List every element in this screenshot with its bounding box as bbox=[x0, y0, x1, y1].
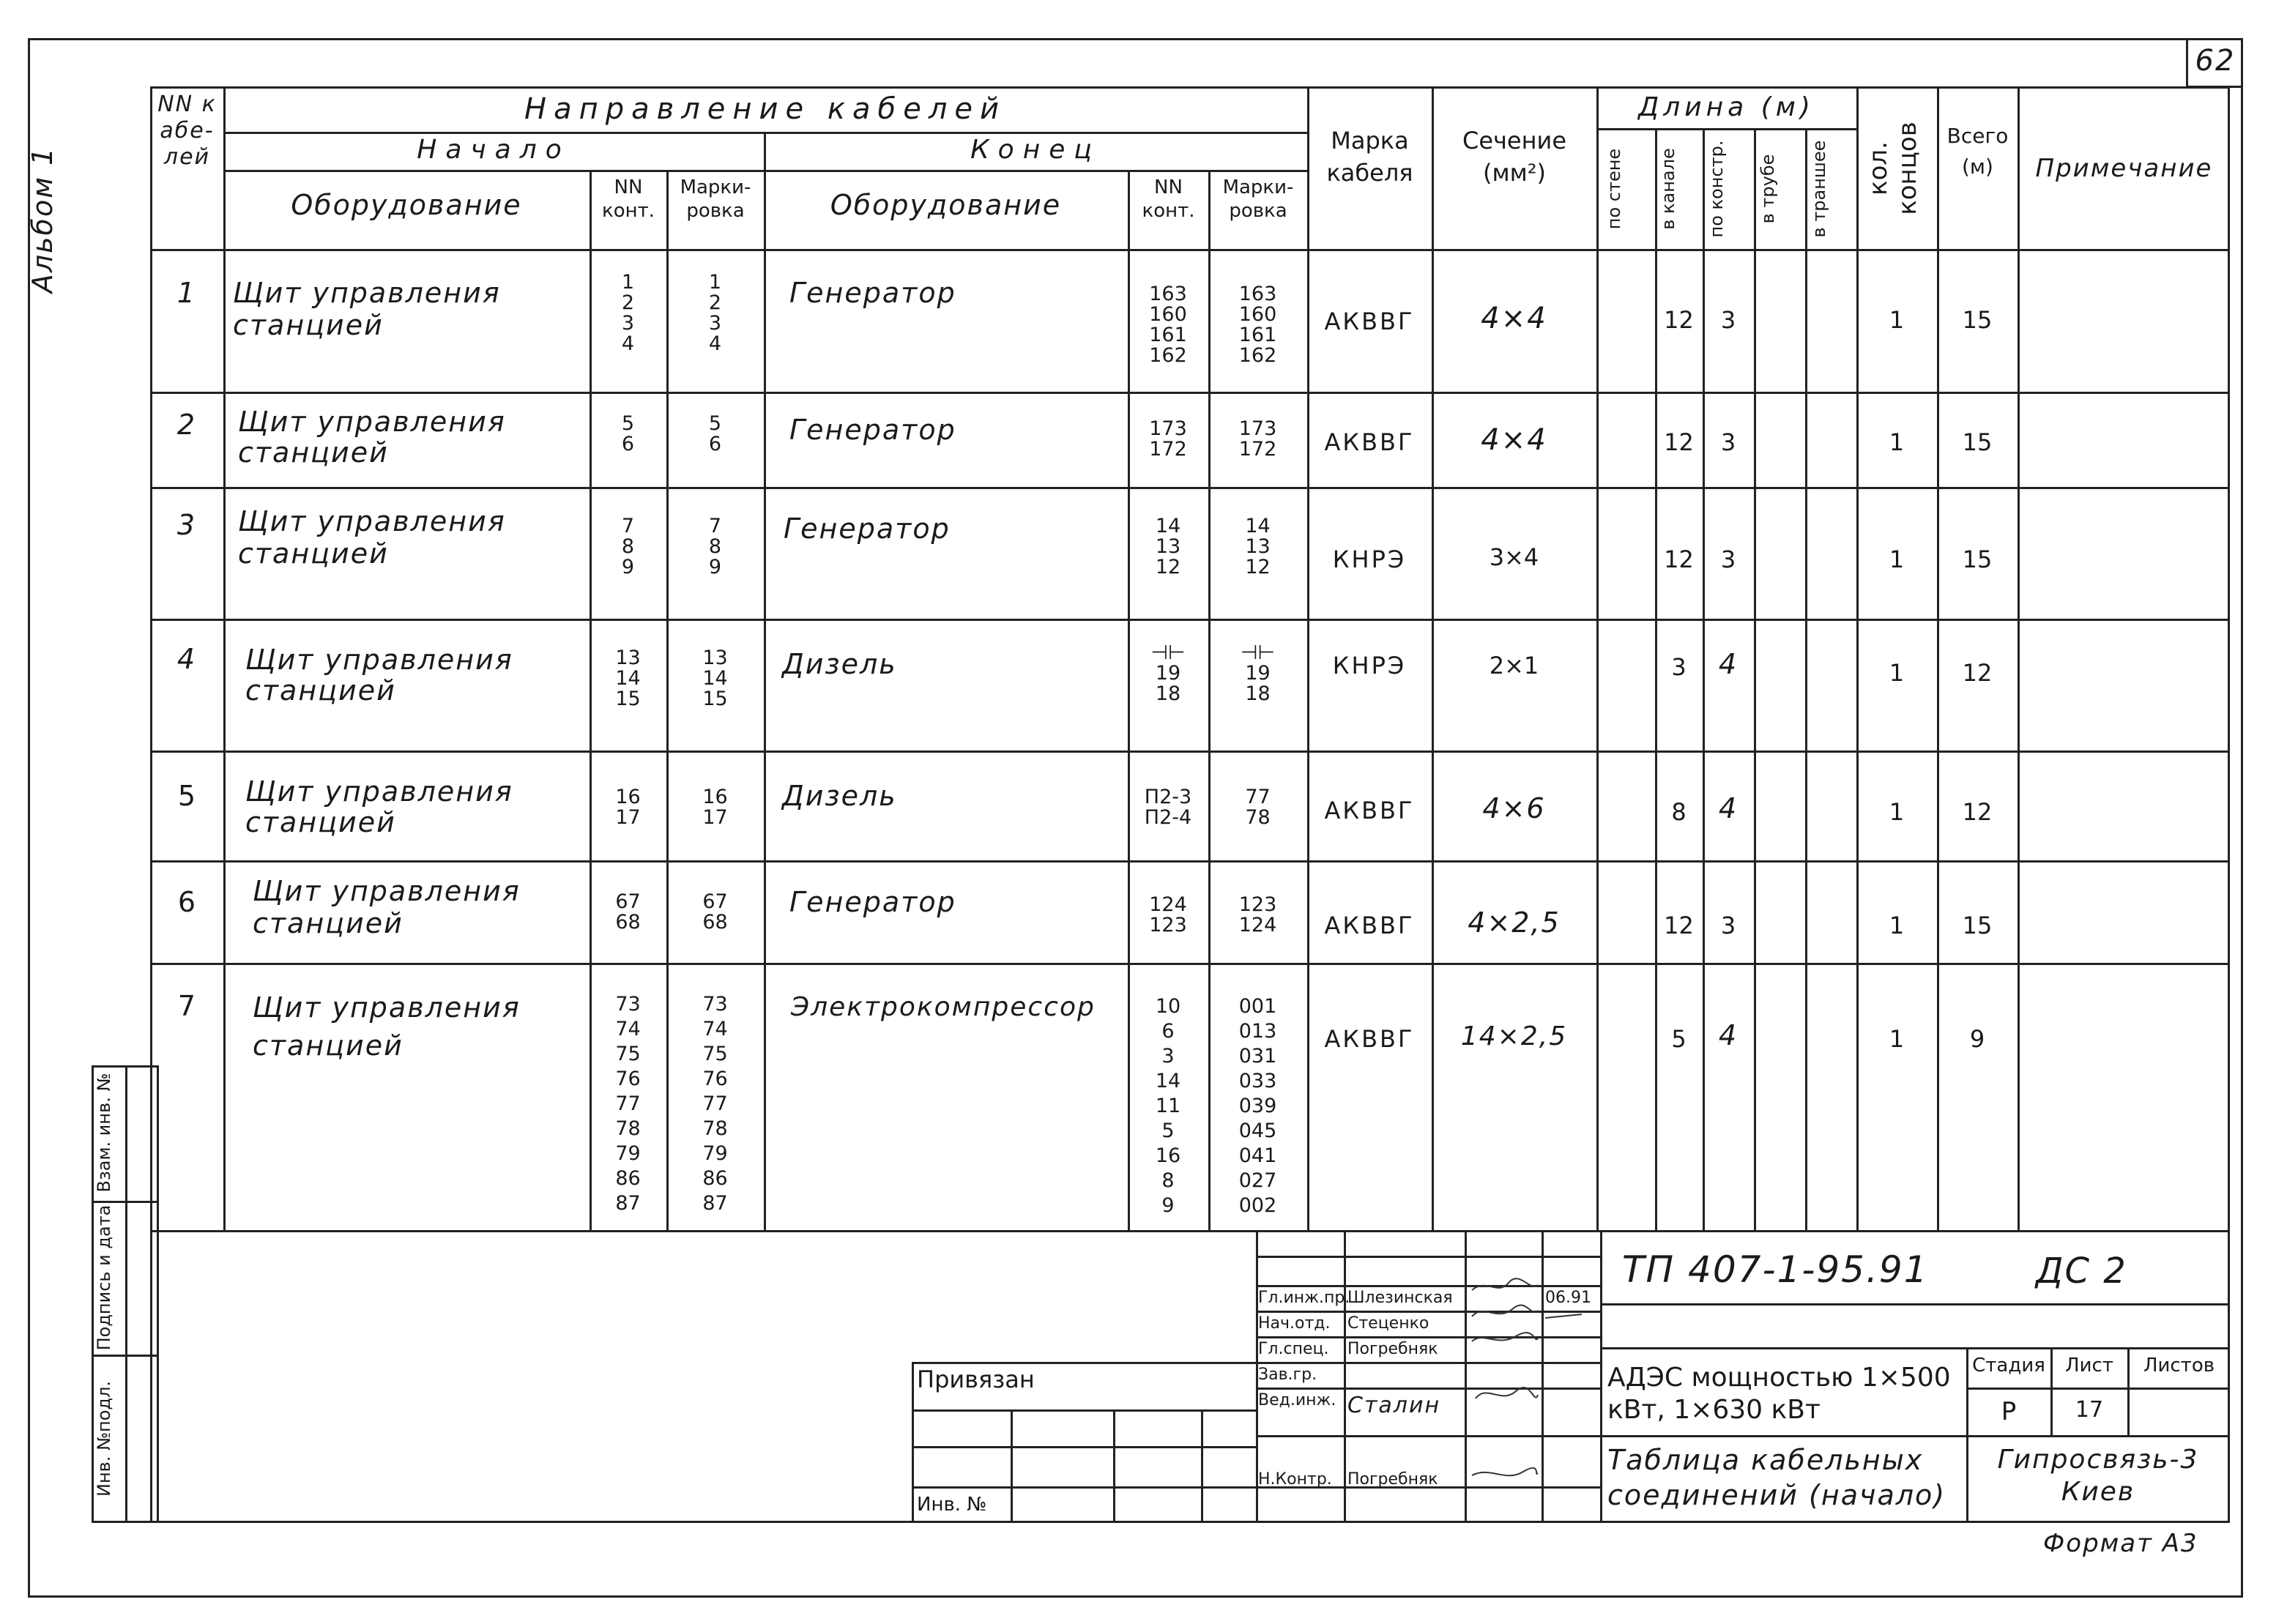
header-end-equipment: Оборудование bbox=[830, 189, 1062, 221]
sheets-label: Листов bbox=[2143, 1355, 2215, 1377]
cable-brand: АКВВГ bbox=[1324, 797, 1415, 824]
section: 2×1 bbox=[1489, 652, 1539, 679]
start-contacts: 7 8 9 bbox=[621, 515, 635, 578]
ends: 1 bbox=[1889, 798, 1905, 826]
start-contacts: 73 74 75 76 77 78 79 86 87 bbox=[615, 993, 641, 1215]
len-constr: 3 bbox=[1720, 428, 1736, 456]
len-channel: 12 bbox=[1664, 306, 1694, 334]
header-len-trench: в траншее bbox=[1809, 140, 1829, 238]
end-contacts: П2-3 П2-4 bbox=[1144, 786, 1192, 829]
cable-brand: АКВВГ bbox=[1324, 1025, 1415, 1053]
total-length: 9 bbox=[1969, 1025, 1985, 1053]
section: 3×4 bbox=[1489, 543, 1539, 571]
sheet-value: 17 bbox=[2075, 1397, 2104, 1423]
end-equipment: Генератор bbox=[784, 513, 951, 545]
header-start-contacts: NN конт. bbox=[601, 176, 655, 222]
header-end-contacts: NN конт. bbox=[1142, 176, 1195, 222]
end-contacts: ⊣⊢ 19 18 bbox=[1150, 641, 1186, 705]
end-equipment: Генератор bbox=[789, 277, 956, 309]
total-length: 15 bbox=[1962, 912, 1993, 939]
len-channel: 12 bbox=[1664, 545, 1694, 573]
end-marking: 173 172 bbox=[1238, 417, 1277, 461]
end-contacts: 14 13 12 bbox=[1155, 515, 1181, 578]
start-marking: 13 14 15 bbox=[702, 647, 728, 710]
len-channel: 12 bbox=[1664, 428, 1694, 456]
start-contacts: 5 6 bbox=[621, 412, 635, 455]
section: 4×6 bbox=[1482, 792, 1546, 824]
header-start-marking: Марки-ровка bbox=[680, 176, 751, 222]
header-end: Конец bbox=[970, 135, 1101, 165]
ends: 1 bbox=[1889, 912, 1905, 939]
sheet-number: 62 bbox=[2195, 44, 2236, 78]
section: 4×4 bbox=[1481, 423, 1547, 457]
ends: 1 bbox=[1889, 659, 1905, 687]
cable-brand: АКВВГ bbox=[1324, 308, 1415, 335]
cable-brand: АКВВГ bbox=[1324, 912, 1415, 939]
format-label: Формат А3 bbox=[2043, 1529, 2198, 1558]
header-start-equipment: Оборудование bbox=[291, 189, 522, 221]
start-equipment: Щит управления станцией bbox=[253, 991, 521, 1062]
len-constr: 4 bbox=[1718, 792, 1739, 824]
total-length: 15 bbox=[1962, 545, 1993, 573]
signer-role: Зав.гр. bbox=[1258, 1366, 1317, 1384]
header-start: Начало bbox=[417, 135, 570, 165]
start-equipment: Щит управления станцией bbox=[245, 775, 513, 838]
cable-brand: КНРЭ bbox=[1332, 652, 1407, 679]
stage-label: Стадия bbox=[1972, 1355, 2045, 1377]
header-length: Длина (м) bbox=[1638, 92, 1815, 122]
start-equipment: Щит управления станцией bbox=[233, 277, 501, 341]
header-cable-number: NN кабе-лей bbox=[157, 92, 217, 170]
len-constr: 3 bbox=[1720, 912, 1736, 939]
len-channel: 12 bbox=[1664, 912, 1694, 939]
signer-role: Гл.инж.пр. bbox=[1258, 1289, 1350, 1307]
start-marking: 7 8 9 bbox=[708, 515, 722, 578]
cable-brand: АКВВГ bbox=[1324, 428, 1415, 456]
row-number: 4 bbox=[176, 643, 197, 675]
section: 14×2,5 bbox=[1460, 1021, 1568, 1051]
row-number: 7 bbox=[177, 990, 196, 1022]
signer-name: Стеценко bbox=[1347, 1314, 1429, 1333]
start-contacts: 16 17 bbox=[615, 786, 641, 829]
cable-brand: КНРЭ bbox=[1332, 545, 1407, 573]
total-length: 15 bbox=[1962, 428, 1993, 456]
album-label: Альбом 1 bbox=[26, 146, 59, 294]
end-contacts: 173 172 bbox=[1149, 417, 1187, 461]
ends: 1 bbox=[1889, 306, 1905, 334]
len-constr: 4 bbox=[1718, 648, 1739, 680]
start-equipment: Щит управления станцией bbox=[253, 875, 521, 939]
start-marking: 67 68 bbox=[702, 890, 728, 934]
row-number: 1 bbox=[176, 277, 197, 309]
sheet-label: Лист bbox=[2065, 1355, 2113, 1377]
end-equipment: Дизель bbox=[782, 648, 897, 680]
start-equipment: Щит управления станцией bbox=[238, 406, 506, 469]
row-number: 3 bbox=[176, 509, 197, 541]
signer-name: Шлезинская bbox=[1347, 1289, 1453, 1307]
len-channel: 5 bbox=[1671, 1025, 1687, 1053]
section: 4×2,5 bbox=[1468, 906, 1561, 939]
start-marking: 1 2 3 4 bbox=[708, 271, 722, 355]
sheet-code: ДС 2 bbox=[2036, 1251, 2127, 1292]
header-len-channel: в канале bbox=[1658, 148, 1678, 230]
bound-label: Привязан bbox=[917, 1366, 1035, 1393]
header-cable-brand: Марка кабеля bbox=[1326, 127, 1413, 187]
header-section: Сечение (мм²) bbox=[1462, 127, 1567, 187]
signer-date: 06.91 bbox=[1545, 1289, 1591, 1307]
row-number: 6 bbox=[177, 886, 196, 918]
stamp-signature-date: Подпись и дата bbox=[94, 1204, 114, 1351]
object-title: АДЭС мощностью 1×500 кВт, 1×630 кВт bbox=[1607, 1363, 1951, 1425]
signer-role: Вед.инж. bbox=[1258, 1391, 1336, 1409]
signer-name: Сталин bbox=[1347, 1393, 1441, 1418]
signer-name: Погребняк bbox=[1347, 1470, 1438, 1489]
sheet-title: Таблица кабельных соединений (начало) bbox=[1607, 1444, 1946, 1511]
signer-role: Н.Контр. bbox=[1258, 1470, 1332, 1489]
ends: 1 bbox=[1889, 1025, 1905, 1053]
start-marking: 16 17 bbox=[702, 786, 728, 829]
row-number: 5 bbox=[177, 780, 196, 812]
header-total: Всего (м) bbox=[1946, 124, 2009, 179]
end-marking: 123 124 bbox=[1238, 893, 1277, 936]
start-marking: 5 6 bbox=[708, 412, 722, 455]
end-contacts: 163 160 161 162 bbox=[1149, 283, 1187, 367]
row-number: 2 bbox=[176, 409, 197, 441]
end-equipment: Генератор bbox=[789, 886, 956, 918]
signer-role: Нач.отд. bbox=[1258, 1314, 1331, 1333]
signer-role: Гл.спец. bbox=[1258, 1340, 1329, 1358]
ends: 1 bbox=[1889, 428, 1905, 456]
end-equipment: Электрокомпрессор bbox=[791, 992, 1096, 1022]
header-note: Примечание bbox=[2035, 154, 2213, 183]
signature-scribbles bbox=[1465, 1274, 1600, 1494]
end-marking: 163 160 161 162 bbox=[1238, 283, 1277, 367]
doc-code: ТП 407-1-95.91 bbox=[1622, 1248, 1929, 1291]
start-contacts: 1 2 3 4 bbox=[621, 271, 635, 355]
signer-name: Погребняк bbox=[1347, 1340, 1438, 1358]
organization: Гипросвязь-3 Киев bbox=[1997, 1445, 2199, 1507]
len-constr: 3 bbox=[1720, 306, 1736, 334]
section: 4×4 bbox=[1481, 302, 1547, 335]
start-marking: 73 74 75 76 77 78 79 86 87 bbox=[702, 993, 728, 1215]
header-len-pipe: в трубе bbox=[1758, 154, 1778, 224]
start-equipment: Щит управления станцией bbox=[245, 644, 513, 707]
header-end-marking: Марки-ровка bbox=[1222, 176, 1294, 222]
header-len-wall: по стене bbox=[1604, 148, 1624, 230]
end-marking: 001 013 031 033 039 045 041 027 002 bbox=[1238, 995, 1277, 1217]
len-channel: 3 bbox=[1671, 653, 1687, 681]
header-len-constr: по констр. bbox=[1706, 140, 1727, 238]
end-equipment: Генератор bbox=[789, 414, 956, 446]
len-constr: 4 bbox=[1718, 1019, 1739, 1051]
start-contacts: 13 14 15 bbox=[615, 647, 641, 710]
total-length: 12 bbox=[1962, 798, 1993, 826]
header-ends: кол. концов bbox=[1864, 122, 1922, 215]
end-contacts: 124 123 bbox=[1149, 893, 1187, 936]
ends: 1 bbox=[1889, 545, 1905, 573]
end-marking: 14 13 12 bbox=[1245, 515, 1271, 578]
start-contacts: 67 68 bbox=[615, 890, 641, 934]
total-length: 12 bbox=[1962, 659, 1993, 687]
start-equipment: Щит управления станцией bbox=[238, 505, 506, 570]
stamp-inv-original: Инв. №подл. bbox=[94, 1381, 114, 1497]
stage-value: Р bbox=[2001, 1397, 2017, 1426]
len-channel: 8 bbox=[1671, 798, 1687, 826]
total-length: 15 bbox=[1962, 306, 1993, 334]
inv-label: Инв. № bbox=[917, 1494, 987, 1516]
end-marking: 77 78 bbox=[1245, 786, 1271, 829]
stamp-replace-inv: Взам. инв. № bbox=[94, 1073, 114, 1193]
len-constr: 3 bbox=[1720, 545, 1736, 573]
end-equipment: Дизель bbox=[782, 780, 897, 812]
header-direction: Направление кабелей bbox=[524, 92, 1006, 126]
end-contacts: 10 6 3 14 11 5 16 8 9 bbox=[1155, 995, 1181, 1217]
end-marking: ⊣⊢ 19 18 bbox=[1240, 641, 1276, 705]
